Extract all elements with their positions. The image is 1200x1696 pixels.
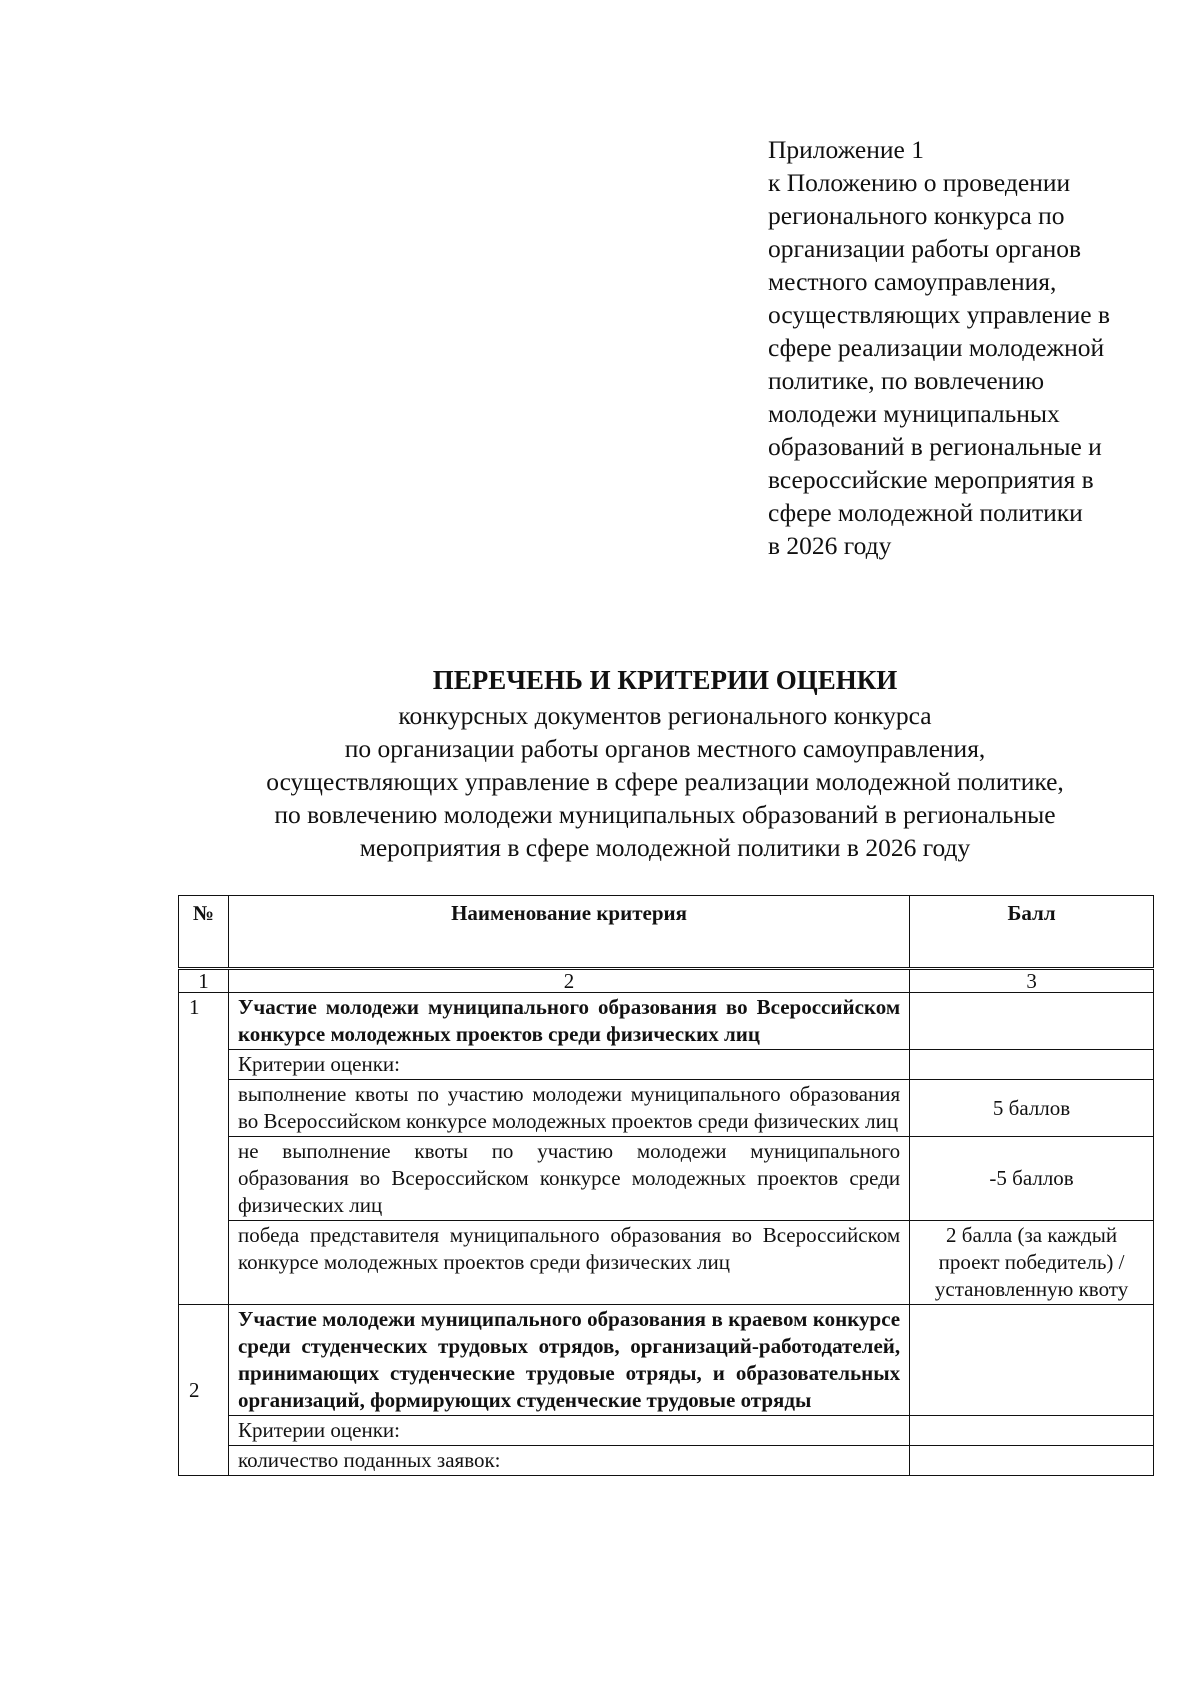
criterion-text: победа представителя муниципального образования во Всероссийском конкурсе молодежных проектов среди физических лиц (228, 1221, 909, 1305)
criteria-table (178, 895, 1154, 1476)
criteria-sublabel: количество поданных заявок: (228, 1446, 909, 1476)
section-heading: Участие молодежи муниципального образования во Всероссийском конкурсе молодежных проектов среди физических лиц (228, 993, 909, 1050)
column-number-row (179, 969, 1154, 993)
appendix-line: сфере реализации молодежной (768, 333, 1105, 362)
header-name: Наименование критерия (228, 896, 909, 969)
column-number: 3 (910, 969, 1154, 993)
section-heading: Участие молодежи муниципального образования в краевом конкурсе среди студенческих трудовых отрядов, организаций-работодателей, принимающих студенческие трудовые отряды, и образовательных организаций, формирующих студенческие трудовые отряды (228, 1305, 909, 1416)
appendix-line: в 2026 году (768, 531, 892, 560)
appendix-line: регионального конкурса по (768, 201, 1065, 230)
column-number: 1 (179, 969, 229, 993)
score-cell (910, 1416, 1154, 1446)
document-title: ПЕРЕЧЕНЬ И КРИТЕРИИ ОЦЕНКИ (432, 665, 898, 695)
table-header-row (179, 896, 1154, 969)
subtitle-line: по вовлечению молодежи муниципальных образований в региональные (274, 800, 1056, 829)
appendix-line: всероссийские мероприятия в (768, 465, 1094, 494)
appendix-line: местного самоуправления, (768, 267, 1057, 296)
subtitle-line: мероприятия в сфере молодежной политики в 2026 году (359, 833, 971, 862)
document-title-block (150, 662, 1180, 864)
section-number: 2 (179, 1305, 229, 1476)
table-row (179, 1080, 1154, 1137)
header-score: Балл (910, 896, 1154, 969)
appendix-line: сфере молодежной политики (768, 498, 1083, 527)
subtitle-line: конкурсных документов регионального конкурса (398, 701, 932, 730)
appendix-line: политике, по вовлечению (768, 366, 1045, 395)
header-num: № (179, 896, 229, 969)
criteria-label: Критерии оценки: (228, 1416, 909, 1446)
table-row (179, 1305, 1154, 1416)
score-cell (910, 993, 1154, 1050)
appendix-line: организации работы органов (768, 234, 1082, 263)
appendix-line: осуществляющих управление в (768, 300, 1111, 329)
score-cell: 2 балла (за каждый проект победитель) /установленную квоту (910, 1221, 1154, 1305)
table-row (179, 1221, 1154, 1305)
appendix-line: молодежи муниципальных (768, 399, 1060, 428)
appendix-line: Приложение 1 (768, 135, 924, 164)
score-cell: 5 баллов (910, 1080, 1154, 1137)
score-cell: -5 баллов (910, 1137, 1154, 1221)
section-number: 1 (179, 993, 229, 1305)
table-row (179, 1446, 1154, 1476)
appendix-block (768, 133, 1168, 562)
score-cell (910, 1050, 1154, 1080)
table-row (179, 993, 1154, 1050)
criterion-text: не выполнение квоты по участию молодежи муниципального образования во Всероссийском конкурсе молодежных проектов среди физических лиц (228, 1137, 909, 1221)
table-row (179, 1050, 1154, 1080)
subtitle-line: по организации работы органов местного самоуправления, (344, 734, 986, 763)
table-row (179, 1137, 1154, 1221)
criteria-label: Критерии оценки: (228, 1050, 909, 1080)
criterion-text: выполнение квоты по участию молодежи муниципального образования во Всероссийском конкурсе молодежных проектов среди физических лиц (228, 1080, 909, 1137)
appendix-line: к Положению о проведении (768, 168, 1071, 197)
subtitle-line: осуществляющих управление в сфере реализации молодежной политике, (266, 767, 1064, 796)
appendix-line: образований в региональные и (768, 432, 1102, 461)
table-row (179, 1416, 1154, 1446)
score-cell (910, 1446, 1154, 1476)
score-cell (910, 1305, 1154, 1416)
column-number: 2 (228, 969, 909, 993)
